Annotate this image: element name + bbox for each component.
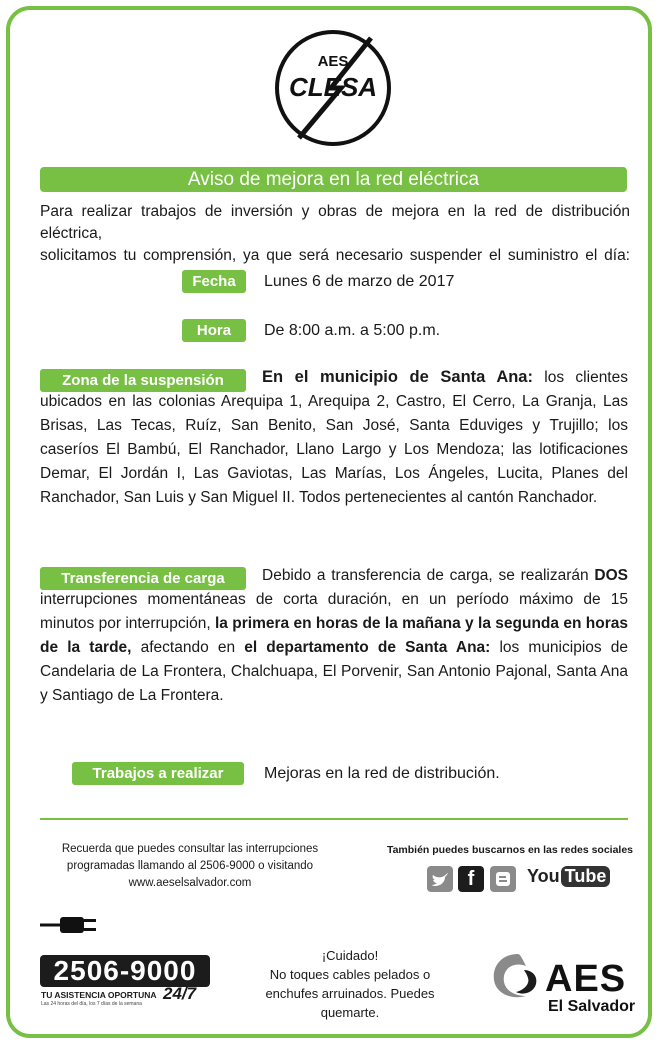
transferencia-b2: la primera en horas de la mañana y la segunda en horas de la tarde, [40,615,628,656]
footer-line2: programadas llamando al 2506-9000 o visitando [66,860,314,872]
trabajos-value: Mejoras en la red de distribución. [264,765,500,782]
zona-bold: En el municipio de Santa Ana: [262,368,533,386]
caution-line3: enchufes arruinados. Puedes [265,986,435,1001]
transferencia-t2: interrupciones momentáneas de corta duración, en un período máximo de 15 minutos por interrupción, [40,591,628,632]
youtube-tube: Tube [561,866,611,887]
transferencia-text [40,564,628,708]
transferencia-label: Transferencia de carga [40,567,246,590]
fecha-label: Fecha [182,270,246,293]
footer-line1: Recuerda que puedes consultar las interrupciones [61,843,319,855]
aes-logo-sub: El Salvador [548,998,636,1015]
transferencia-t3: afectando en [131,639,245,656]
logo-line2: CLESA [288,72,378,102]
hora-label: Hora [182,319,246,342]
intro-text [40,201,630,267]
aes-clesa-logo [271,26,395,150]
facebook-icon[interactable]: f [458,866,484,892]
youtube-you: You [527,866,560,886]
divider [40,818,628,820]
phone-note: Las 24 horas del día, los 7 días de la semana [41,1001,142,1007]
plug-icon [40,913,100,937]
intro-line1: Para realizar trabajos de inversión y obras de mejora en la red de distribución eléctrica, [40,203,630,242]
social-title: También puedes buscarnos en las redes sociales [386,844,634,856]
transferencia-b1: DOS [594,567,628,584]
transferencia-t4: los municipios de Candelaria de La Frontera, Chalchuapa, El Porvenir, San Antonio Pajonal, Santa Ana y Santiago de La Frontera. [40,639,628,704]
aes-logo-name: AES [545,958,627,1000]
twitter-icon[interactable] [427,866,453,892]
phone-subtitle: TU ASISTENCIA OPORTUNA [41,990,157,1000]
zona-body: los clientes ubicados en las colonias Arequipa 1, Arequipa 2, Castro, El Cerro, La Granja, Las Brisas, Las Tecas, Ruíz, San Benito, San José, Santa Eduviges y Trujillo; los caseríos El Bambú, El Ranchador, Llano Largo y Los Mendoza; las lotificaciones Demar, El Jordán I, Las Gaviotas, Las Marías, Los Ángeles, Lucita, Planes del Ranchador, San Luis y San Miguel II. Todos pertenecientes al cantón Ranchador. [40,369,628,506]
blogger-icon[interactable] [490,866,516,892]
caution-line4: quemarte. [320,1005,380,1020]
footer-website-link[interactable]: www.aeselsalvador.com [128,877,252,889]
zona-label: Zona de la suspensión [40,369,246,392]
logo-line1: AES [317,53,349,70]
aes-swirl-icon [490,950,548,1002]
caution-line1: ¡Cuidado! [321,948,379,963]
fecha-value: Lunes 6 de marzo de 2017 [264,273,455,290]
phone-number[interactable]: 2506-9000 [40,955,210,987]
transferencia-b3: el departamento de Santa Ana: [244,639,491,656]
intro-line2: solicitamos tu comprensión, ya que será necesario suspender el suministro el día: [40,247,630,264]
caution-text [240,946,460,1022]
phone-247-badge: 24/7 [163,984,197,1003]
caution-line2: No toques cables pelados o [269,967,431,982]
transferencia-t1: Debido a transferencia de carga, se realizarán [262,567,595,584]
trabajos-label: Trabajos a realizar [72,762,244,785]
notice-title: Aviso de mejora en la red eléctrica [40,167,627,192]
youtube-icon[interactable] [527,866,610,892]
footer-consult-text [30,841,350,892]
zona-text [40,365,628,510]
hora-value: De 8:00 a.m. a 5:00 p.m. [264,322,441,339]
